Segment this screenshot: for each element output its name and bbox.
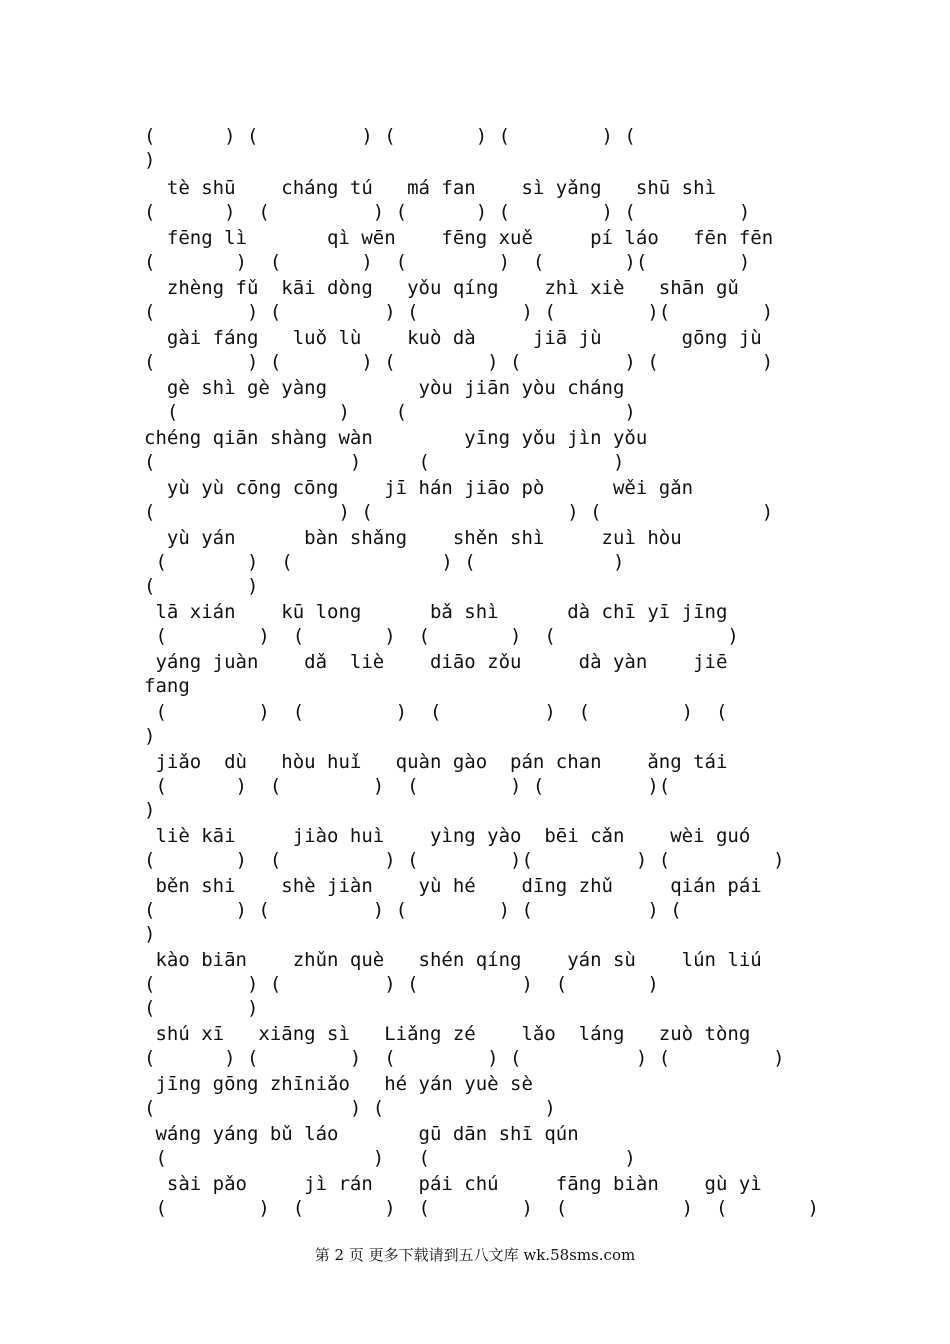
blank-row: ( ) ( ) ( ) ( ) ( — [144, 125, 636, 147]
pinyin-row: jiǎo dù hòu huǐ quàn gào pán chan ǎng tái — [144, 751, 728, 773]
pinyin-row: lā xián kū long bǎ shì dà chī yī jīng — [144, 601, 728, 623]
blank-row: ( ) ( ) ( ) — [144, 551, 625, 573]
blank-row: ) — [144, 725, 156, 747]
pinyin-row: fang — [144, 675, 190, 697]
blank-row: ( ) ( ) — [144, 1097, 556, 1119]
blank-row: ( ) ( ) ( ) ( )( ) — [144, 301, 774, 323]
pinyin-row: yù yán bàn shǎng shěn shì zuì hòu — [144, 527, 682, 549]
blank-row: ( ) ( ) ( ) ( ) ( — [144, 701, 728, 723]
pinyin-row: běn shi shè jiàn yù hé dīng zhǔ qián pái — [144, 875, 762, 897]
pinyin-row: gè shì gè yàng yòu jiān yòu cháng — [144, 377, 625, 399]
blank-row: ( ) ( ) — [144, 1147, 636, 1169]
blank-row: ( ) ( ) ( ) ( ) ( ) — [144, 1047, 785, 1069]
blank-row: ( ) ( ) ( ) ( ) — [144, 625, 739, 647]
blank-row: ( ) ( ) ( ) ( ) ( ) — [144, 351, 774, 373]
pinyin-row: chéng qiān shàng wàn yīng yǒu jìn yǒu — [144, 427, 648, 449]
blank-row: ( ) — [144, 575, 259, 597]
pinyin-row: shú xī xiāng sì Liǎng zé lǎo láng zuò tòng — [144, 1023, 751, 1045]
pinyin-row: fēng lì qì wēn fēng xuě pí láo fēn fēn — [144, 227, 774, 249]
blank-row: ( ) ( ) ( ) ( ) — [144, 973, 659, 995]
blank-row: ( ) — [144, 997, 259, 1019]
pinyin-row: yáng juàn dǎ liè diāo zǒu dà yàn jiē — [144, 651, 728, 673]
blank-row: ( ) ( ) ( )( ) ( ) — [144, 849, 785, 871]
blank-row: ( ) ( ) ( ) ( ) ( ) — [144, 1197, 819, 1219]
blank-row: ( ) ( ) ( ) ( )( ) — [144, 251, 751, 273]
pinyin-row: sài pǎo jì rán pái chú fāng biàn gù yì — [144, 1173, 762, 1195]
blank-row: ( ) ( ) — [144, 401, 636, 423]
pinyin-row: zhèng fǔ kāi dòng yǒu qíng zhì xiè shān gǔ — [144, 277, 739, 299]
pinyin-row: jīng gōng zhīniǎo hé yán yuè sè — [144, 1073, 533, 1095]
blank-row: ( ) ( ) — [144, 451, 625, 473]
pinyin-row: liè kāi jiào huì yìng yào bēi cǎn wèi guó — [144, 825, 751, 847]
pinyin-row: tè shū cháng tú má fan sì yǎng shū shì — [144, 177, 716, 199]
page-footer: 第 2 页 更多下载请到五八文库 wk.58sms.com — [314, 1246, 636, 1264]
blank-row: ( ) ( ) ( ) — [144, 501, 774, 523]
blank-row: ( ) ( ) ( ) ( ) ( ) — [144, 201, 751, 223]
blank-row: ) — [144, 923, 156, 945]
blank-row: ) — [144, 149, 156, 171]
pinyin-row: yù yù cōng cōng jī hán jiāo pò wěi gǎn — [144, 477, 694, 499]
pinyin-row: gài fáng luǒ lù kuò dà jiā jù gōng jù — [144, 327, 762, 349]
pinyin-row: kào biān zhǔn què shén qíng yán sù lún liú — [144, 949, 762, 971]
pinyin-row: wáng yáng bǔ láo gū dān shī qún — [144, 1123, 579, 1145]
blank-row: ( ) ( ) ( ) ( ) ( — [144, 899, 682, 921]
blank-row: ) — [144, 799, 156, 821]
blank-row: ( ) ( ) ( ) ( )( — [144, 775, 671, 797]
